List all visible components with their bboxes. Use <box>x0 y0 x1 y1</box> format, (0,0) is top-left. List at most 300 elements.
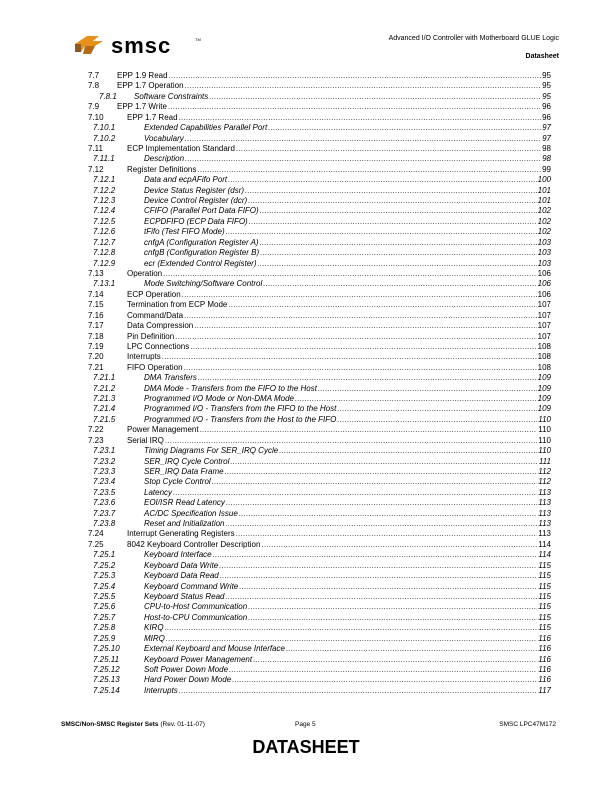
toc-entry[interactable] <box>0 623 612 633</box>
toc-title-leader <box>144 248 551 258</box>
toc-number: 7.21.1 <box>93 373 116 383</box>
toc-entry[interactable] <box>0 529 612 539</box>
toc-title: 8042 Keyboard Controller Description <box>127 539 261 549</box>
toc-page-number: 111 <box>538 456 551 466</box>
smsc-logo <box>73 32 203 58</box>
toc-number: 7.23.8 <box>93 519 116 529</box>
toc-title-leader <box>127 290 551 300</box>
toc-title-leader <box>127 165 551 175</box>
toc-title: Timing Diagrams For SER_IRQ Cycle <box>144 446 279 456</box>
toc-page-number: 115 <box>538 581 551 591</box>
toc-title-leader <box>144 415 551 425</box>
toc-title: Extended Capabilities Parallel Port <box>144 123 268 133</box>
dot-leader <box>197 165 551 175</box>
dot-leader <box>248 613 551 623</box>
dot-leader <box>162 352 551 362</box>
toc-number: 7.20 <box>88 352 104 362</box>
toc-page-number: 115 <box>538 592 551 601</box>
footer-revision: (Rev. 01-11-07) <box>160 721 205 728</box>
footer-doc-name: SMSC/Non-SMSC Register Sets <box>61 721 159 728</box>
toc-number: 7.10.1 <box>93 123 116 133</box>
toc-title: Device Control Register (dcr) <box>144 196 248 206</box>
dot-leader <box>260 206 551 216</box>
toc-number: 7.10.2 <box>93 133 116 143</box>
toc-entry[interactable] <box>0 561 612 571</box>
toc-title: Reset and Initialization <box>144 519 225 529</box>
toc-page-number: 96 <box>542 112 551 122</box>
toc-title-leader <box>144 457 551 467</box>
toc-entry[interactable] <box>0 92 612 102</box>
toc-title-leader <box>144 154 551 164</box>
toc-title-leader <box>144 217 551 227</box>
toc-entry[interactable] <box>0 519 612 529</box>
toc-number: 7.25.7 <box>93 612 116 622</box>
dot-leader <box>239 582 551 592</box>
dot-leader <box>248 196 551 206</box>
dot-leader <box>279 446 551 456</box>
toc-title: Command/Data <box>127 310 184 320</box>
toc-title-leader <box>127 321 551 331</box>
toc-entry[interactable] <box>0 477 612 487</box>
toc-number: 7.19 <box>88 341 104 351</box>
toc-title-leader <box>144 498 551 508</box>
dot-leader <box>182 290 551 300</box>
toc-page-number: 106 <box>537 279 551 289</box>
toc-number: 7.12.4 <box>93 206 116 216</box>
footer-document <box>61 721 205 728</box>
toc-number: 7.23.7 <box>93 508 116 518</box>
toc-page-number: 109 <box>537 373 551 383</box>
dot-leader <box>185 134 551 144</box>
footer-banner: DATASHEET <box>252 737 360 757</box>
toc-title: EPP 1.7 Write <box>117 102 167 112</box>
toc-title-leader <box>127 363 551 373</box>
dot-leader <box>228 300 551 310</box>
dot-leader <box>200 425 551 435</box>
toc-number: 7.25.13 <box>93 675 120 685</box>
toc-title-leader <box>144 175 551 185</box>
toc-entry[interactable] <box>0 540 612 550</box>
toc-title: Software Constraints <box>134 91 209 101</box>
toc-entry[interactable] <box>0 394 612 404</box>
toc-title-leader <box>144 196 551 206</box>
toc-title-leader <box>144 571 551 581</box>
footer-part-number: SMSC LPC47M172 <box>499 721 556 728</box>
dot-leader <box>226 498 551 508</box>
toc-title: ecr (Extended Control Register) <box>144 258 257 268</box>
toc-title: Vocabulary <box>144 133 184 143</box>
toc-entry[interactable] <box>0 217 612 227</box>
toc-title-leader <box>127 311 551 321</box>
toc-number: 7.23.6 <box>93 498 116 508</box>
toc-title: DMA Transfers <box>144 373 197 383</box>
toc-page-number: 110 <box>538 425 551 435</box>
toc-entry[interactable] <box>0 509 612 519</box>
toc-number: 7.13 <box>88 268 104 278</box>
dot-leader <box>179 113 551 123</box>
toc-number: 7.23.4 <box>93 477 116 487</box>
toc-entry[interactable] <box>0 467 612 477</box>
toc-entry[interactable] <box>0 675 612 685</box>
toc-title-leader <box>117 71 551 81</box>
toc-title-leader <box>127 540 551 550</box>
toc-page-number: 109 <box>537 404 551 414</box>
toc-number: 7.16 <box>88 310 104 320</box>
dot-leader <box>179 686 551 696</box>
toc-number: 7.25.6 <box>93 602 116 612</box>
toc-number: 7.25.8 <box>93 623 116 633</box>
toc-entry[interactable] <box>0 373 612 383</box>
toc-entry[interactable] <box>0 384 612 394</box>
toc-page-number: 101 <box>537 185 551 195</box>
toc-entry[interactable] <box>0 123 612 133</box>
toc-number: 7.12.3 <box>93 196 116 206</box>
toc-title: cnfgB (Configuration Register B) <box>144 248 260 258</box>
toc-page-number: 115 <box>538 602 551 612</box>
toc-title: EPP 1.9 Read <box>117 71 168 80</box>
toc-page-number: 113 <box>538 487 551 497</box>
toc-title-leader <box>144 644 551 654</box>
toc-entry[interactable] <box>0 206 612 216</box>
toc-entry[interactable] <box>0 352 612 362</box>
toc-title-leader <box>144 675 551 685</box>
toc-title: Stop Cycle Control <box>144 477 211 487</box>
toc-title: LPC Connections <box>127 341 190 351</box>
dot-leader <box>263 279 551 289</box>
toc-number: 7.14 <box>88 289 104 299</box>
dot-leader <box>185 154 551 164</box>
toc-title: Host-to-CPU Communication <box>144 612 248 622</box>
toc-number: 7.12 <box>88 164 104 174</box>
toc-entry[interactable] <box>0 571 612 581</box>
toc-title: Keyboard Interface <box>144 550 212 560</box>
toc-number: 7.12.6 <box>93 227 116 237</box>
toc-number: 7.9 <box>88 102 100 112</box>
toc-title: Keyboard Command Write <box>144 581 239 591</box>
toc-title-leader <box>144 259 551 269</box>
toc-title: Mode Switching/Software Control <box>144 279 263 289</box>
toc-page-number: 116 <box>538 644 551 654</box>
toc-number: 7.21.4 <box>93 404 116 414</box>
dot-leader <box>173 488 551 498</box>
toc-entry[interactable] <box>0 655 612 665</box>
toc-page-number: 112 <box>538 466 551 476</box>
toc-title: CFIFO (Parallel Port Data FIFO) <box>144 206 259 216</box>
dot-leader <box>249 217 551 227</box>
toc-title-leader <box>144 186 551 196</box>
toc-title: Keyboard Data Read <box>144 571 219 581</box>
toc-title: KIRQ <box>144 623 164 633</box>
dot-leader <box>226 592 552 602</box>
dot-leader <box>166 634 551 644</box>
toc-page-number: 113 <box>538 508 551 518</box>
toc-entry[interactable] <box>0 227 612 237</box>
toc-number: 7.25.14 <box>93 685 120 695</box>
toc-title: Device Status Register (dsr) <box>144 185 245 195</box>
toc-page-number: 98 <box>542 154 551 164</box>
toc-entry[interactable] <box>0 602 612 612</box>
toc-entry[interactable] <box>0 186 612 196</box>
toc-title-leader <box>127 352 551 362</box>
toc-title-leader <box>144 550 551 560</box>
toc-number: 7.25.5 <box>93 592 116 601</box>
toc-entry[interactable] <box>0 592 612 602</box>
toc-page-number: 108 <box>537 352 551 362</box>
toc-title: External Keyboard and Mouse Interface <box>144 644 285 654</box>
toc-entry[interactable] <box>0 300 612 310</box>
toc-number: 7.12.7 <box>93 237 116 247</box>
toc-page-number: 115 <box>538 571 551 581</box>
toc-title: CPU-to-Host Communication <box>144 602 248 612</box>
toc-number: 7.10 <box>88 112 104 122</box>
toc-entry[interactable] <box>0 196 612 206</box>
toc-entry[interactable] <box>0 613 612 623</box>
toc-title-leader <box>144 446 551 456</box>
toc-number: 7.25.3 <box>93 571 116 581</box>
toc-title-leader <box>144 123 551 133</box>
toc-entry[interactable] <box>0 425 612 435</box>
toc-title-leader <box>117 81 551 91</box>
toc-number: 7.13.1 <box>93 279 116 289</box>
toc-entry[interactable] <box>0 404 612 414</box>
toc-entry[interactable] <box>0 321 612 331</box>
dot-leader <box>337 404 551 414</box>
toc-title: tFifo (Test FIFO Mode) <box>144 227 225 237</box>
toc-title: Keyboard Data Write <box>144 560 219 570</box>
toc-page-number: 113 <box>538 529 551 539</box>
toc-page-number: 97 <box>542 123 551 133</box>
toc-page-number: 108 <box>537 341 551 351</box>
toc-number: 7.11.1 <box>93 154 115 164</box>
toc-entry[interactable] <box>0 269 612 279</box>
toc-entry[interactable] <box>0 102 612 112</box>
toc-title-leader <box>127 436 551 446</box>
toc-title-leader <box>144 665 551 675</box>
toc-entry[interactable] <box>0 446 612 456</box>
toc-entry[interactable] <box>0 81 612 91</box>
dot-leader <box>286 644 551 654</box>
toc-entry[interactable] <box>0 363 612 373</box>
toc-title: Pin Definition <box>127 331 175 341</box>
dot-leader <box>248 602 551 612</box>
dot-leader <box>168 102 551 112</box>
toc-page-number: 102 <box>537 216 551 226</box>
toc-title: Data Compression <box>127 321 194 331</box>
dot-leader <box>194 321 551 331</box>
toc-page-number: 101 <box>537 196 551 206</box>
toc-page-number: 114 <box>538 550 551 560</box>
toc-page-number: 113 <box>538 498 551 508</box>
dot-leader <box>219 561 551 571</box>
toc-entry[interactable] <box>0 644 612 654</box>
toc-title-leader <box>144 404 551 414</box>
toc-title: EPP 1.7 Operation <box>117 81 184 91</box>
dot-leader <box>163 269 551 279</box>
dot-leader <box>258 259 552 269</box>
toc-number: 7.18 <box>88 331 104 341</box>
toc-page-number: 98 <box>542 143 551 153</box>
toc-title: AC/DC Specification Issue <box>144 508 238 518</box>
toc-entry[interactable] <box>0 415 612 425</box>
toc-page-number: 102 <box>537 206 551 216</box>
toc-title: SER_IRQ Cycle Control <box>144 456 230 466</box>
toc-page-number: 110 <box>538 446 551 456</box>
toc-title: ECP Operation <box>127 289 181 299</box>
toc-entry[interactable] <box>0 665 612 675</box>
toc-number: 7.12.5 <box>93 216 116 226</box>
toc-page-number: 103 <box>537 258 551 268</box>
toc-entry[interactable] <box>0 342 612 352</box>
toc-title-leader <box>117 102 551 112</box>
dot-leader <box>190 342 551 352</box>
toc-page-number: 113 <box>538 519 551 529</box>
toc-entry[interactable] <box>0 71 612 81</box>
toc-number: 7.21 <box>88 362 104 372</box>
toc-number: 7.17 <box>88 321 104 331</box>
toc-title-leader <box>144 488 551 498</box>
toc-number: 7.24 <box>88 529 104 539</box>
toc-page-number: 107 <box>537 300 551 310</box>
toc-title: Latency <box>144 487 173 497</box>
toc-entry[interactable] <box>0 634 612 644</box>
toc-title-leader <box>144 634 551 644</box>
dot-leader <box>260 238 551 248</box>
toc-page-number: 110 <box>538 414 551 424</box>
toc-page-number: 116 <box>538 675 551 685</box>
toc-entry[interactable] <box>0 175 612 185</box>
toc-entry[interactable] <box>0 436 612 446</box>
toc-entry[interactable] <box>0 332 612 342</box>
toc-entry[interactable] <box>0 498 612 508</box>
toc-entry[interactable] <box>0 550 612 560</box>
toc-page-number: 112 <box>538 477 551 487</box>
toc-number: 7.12.1 <box>93 175 116 185</box>
toc-page-number: 115 <box>538 560 551 570</box>
toc-number: 7.8 <box>88 81 100 91</box>
toc-entry[interactable] <box>0 134 612 144</box>
toc-title: Interrupts <box>144 685 178 695</box>
toc-number: 7.22 <box>88 425 104 435</box>
toc-title: SER_IRQ Data Frame <box>144 466 224 476</box>
toc-entry[interactable] <box>0 165 612 175</box>
toc-title-leader <box>127 300 551 310</box>
toc-entry[interactable] <box>0 290 612 300</box>
toc-title-leader <box>144 373 551 383</box>
dot-leader <box>185 81 551 91</box>
toc-title-leader <box>144 623 551 633</box>
toc-entry[interactable] <box>0 686 612 696</box>
toc-entry[interactable] <box>0 248 612 258</box>
toc-page-number: 99 <box>542 164 551 174</box>
toc-title: Soft Power Down Mode <box>144 664 229 674</box>
toc-page-number: 117 <box>538 685 551 695</box>
svg-text:smsc: smsc <box>111 33 172 58</box>
toc-number: 7.12.2 <box>93 185 116 195</box>
toc-title-leader <box>144 592 551 602</box>
dot-leader <box>295 394 551 404</box>
toc-page-number: 116 <box>538 664 551 674</box>
toc-title: Power Management <box>127 425 199 435</box>
toc-entry[interactable] <box>0 144 612 154</box>
toc-title-leader <box>127 269 551 279</box>
toc-entry[interactable] <box>0 259 612 269</box>
toc-entry[interactable] <box>0 457 612 467</box>
toc-number: 7.25.11 <box>93 654 120 664</box>
dot-leader <box>229 665 551 675</box>
toc-number: 7.12.9 <box>93 258 116 268</box>
dot-leader <box>225 467 551 477</box>
toc-page-number: 95 <box>542 71 551 80</box>
toc-entry[interactable] <box>0 238 612 248</box>
toc-entry[interactable] <box>0 113 612 123</box>
dot-leader <box>236 144 551 154</box>
toc-number: 7.25.1 <box>93 550 116 560</box>
toc-title: Termination from ECP Mode <box>127 300 228 310</box>
toc-title-leader <box>127 425 551 435</box>
toc-page-number: 107 <box>537 310 551 320</box>
dot-leader <box>337 415 551 425</box>
toc-title-leader <box>144 477 551 487</box>
toc-title: Keyboard Power Management <box>144 654 253 664</box>
toc-entry[interactable] <box>0 279 612 289</box>
toc-page-number: 109 <box>537 394 551 404</box>
toc-number: 7.25.4 <box>93 581 116 591</box>
dot-leader <box>226 519 552 529</box>
toc-number: 7.11 <box>88 143 103 153</box>
dot-leader <box>230 457 551 467</box>
toc-title-leader <box>127 342 551 352</box>
toc-number: 7.25.9 <box>93 633 116 643</box>
toc-title: FIFO Operation <box>127 362 183 372</box>
toc-page-number: 97 <box>542 133 551 143</box>
dot-leader <box>220 571 551 581</box>
dot-leader <box>232 675 551 685</box>
toc-title: Data and ecpAFifo Port <box>144 175 228 185</box>
toc-title-leader <box>144 582 551 592</box>
dot-leader <box>245 186 551 196</box>
toc-title-leader <box>144 394 551 404</box>
toc-title: Interrupts <box>127 352 161 362</box>
dot-leader <box>209 92 551 102</box>
dot-leader <box>228 175 551 185</box>
toc-page-number: 95 <box>542 81 551 91</box>
dot-leader <box>213 550 551 560</box>
toc-page-number: 107 <box>537 331 551 341</box>
toc-title: EOI/ISR Read Latency <box>144 498 225 508</box>
dot-leader <box>318 384 551 394</box>
dot-leader <box>184 311 551 321</box>
toc-title-leader <box>144 279 551 289</box>
toc-title-leader <box>144 134 551 144</box>
toc-page-number: 106 <box>537 289 551 299</box>
dot-leader <box>175 332 551 342</box>
toc-entry[interactable] <box>0 582 612 592</box>
toc-page-number: 106 <box>537 268 551 278</box>
toc-entry[interactable] <box>0 154 612 164</box>
toc-title-leader <box>144 509 551 519</box>
dot-leader <box>261 540 551 550</box>
toc-title-leader <box>127 332 551 342</box>
toc-title: ECPDFIFO (ECP Data FIFO) <box>144 216 248 226</box>
svg-text:TM: TM <box>195 37 201 42</box>
toc-entry[interactable] <box>0 488 612 498</box>
dot-leader <box>236 529 551 539</box>
toc-page-number: 108 <box>537 362 551 372</box>
toc-title-leader <box>127 529 551 539</box>
dot-leader <box>165 623 551 633</box>
toc-entry[interactable] <box>0 311 612 321</box>
toc-number: 7.25.12 <box>93 664 120 674</box>
